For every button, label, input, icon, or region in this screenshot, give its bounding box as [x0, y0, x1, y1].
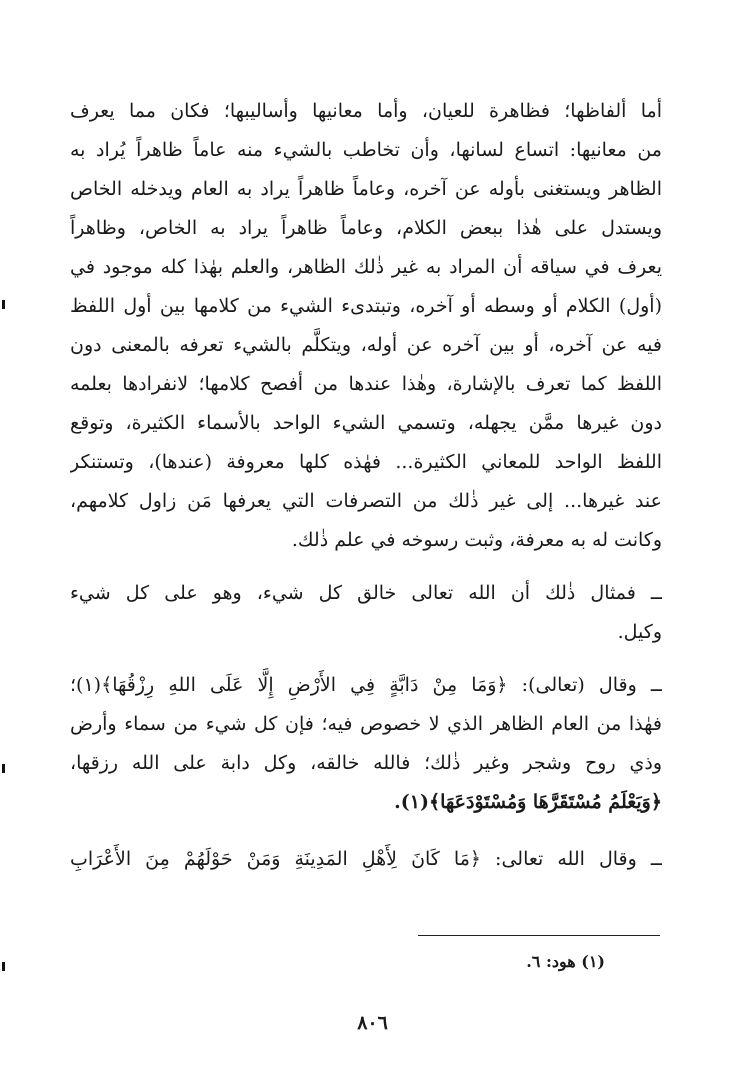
page-body: [70, 92, 662, 879]
text-line: اللفظ الواحد للمعاني الكثيرة... فهٰذه كلها معروفة (عندها)، وتستنكر: [70, 451, 662, 473]
text-line: وكانت له به معرفة، وثبت رسوخه في علم ذٰلك.: [291, 529, 662, 551]
text-line: الظاهر ويستغنى بأوله عن آخره، وعاماً ظاهراً يراد به العام ويدخله الخاص: [70, 178, 662, 200]
paragraph-2: [70, 574, 662, 652]
paragraph-gap: [70, 822, 662, 840]
text-line: يعرف في سياقه أن المراد به غير ذٰلك الظاهر، والعلم بهٰذا كله موجود في: [70, 256, 662, 278]
margin-mark: [2, 962, 5, 971]
text-line: دون غيرها ممَّن يجهله، وتسمي الشيء الواحد بالأسماء الكثيرة، وتوقع: [70, 412, 662, 434]
paragraph-4: [70, 840, 662, 879]
text-line: وذي روح وشجر وغير ذٰلك؛ فالله خالقه، وكل دابة على الله رزقها،: [70, 752, 662, 774]
text-line: عند غيرها... إلى غير ذٰلك من التصرفات التي يعرفها مَن زاول كلامهم،: [70, 490, 662, 512]
text-line: من معانيها: اتساع لسانها، وأن تخاطب بالشيء منه عاماً ظاهراً يُراد به: [70, 139, 662, 161]
quran-verse-line: ــ وقال (تعالى): ﴿وَمَا مِنْ دَابَّةٍ فِي الأَرْضِ إِلَّا عَلَى اللهِ رِزْقُهَا﴾(١)؛: [70, 674, 662, 696]
text-line: وكيل.: [617, 621, 662, 643]
paragraph-1: [70, 92, 662, 560]
text-line: ويستدل على هٰذا ببعض الكلام، وعاماً ظاهراً يراد به الخاص، وظاهراً: [70, 217, 662, 239]
text-line: اللفظ كما تعرف بالإشارة، وهٰذا عندها من أفصح كلامها؛ لانفرادها بعلمه: [70, 373, 662, 395]
quran-verse-line: ــ وقال الله تعالى: ﴿مَا كَانَ لِأَهْلِ المَدِينَةِ وَمَنْ حَوْلَهُمْ مِنَ الأَعْرَابِ: [70, 848, 662, 870]
paragraph-gap: [70, 560, 662, 574]
margin-mark: [2, 764, 5, 773]
text-line: ــ فمثال ذٰلك أن الله تعالى خالق كل شيء، وهو على كل شيء: [70, 582, 662, 604]
margin-mark: [2, 300, 5, 309]
paragraph-3: [70, 666, 662, 822]
text-line: فيه عن آخره، أو بين آخره عن أوله، ويتكلَّم بالشيء تعرفه بالمعنى دون: [70, 334, 662, 356]
footnote-divider: [418, 935, 660, 936]
footnote: (١) هود: ٦.: [526, 952, 605, 971]
page-number: ٨٠٦: [357, 1012, 388, 1034]
paragraph-gap: [70, 652, 662, 666]
quran-verse-line: ﴿وَيَعْلَمُ مُسْتَقَرَّهَا وَمُسْتَوْدَعَهَا﴾(١).: [394, 791, 662, 813]
text-line: أما ألفاظها؛ فظاهرة للعيان، وأما معانيها وأساليبها؛ فكان مما يعرف: [70, 100, 662, 122]
text-line: فهٰذا من العام الظاهر الذي لا خصوص فيه؛ فإن كل شيء من سماء وأرض: [70, 713, 662, 735]
text-line: (أول) الكلام أو وسطه أو آخره، وتبتدىء الشيء من كلامها بين أول اللفظ: [70, 295, 662, 317]
